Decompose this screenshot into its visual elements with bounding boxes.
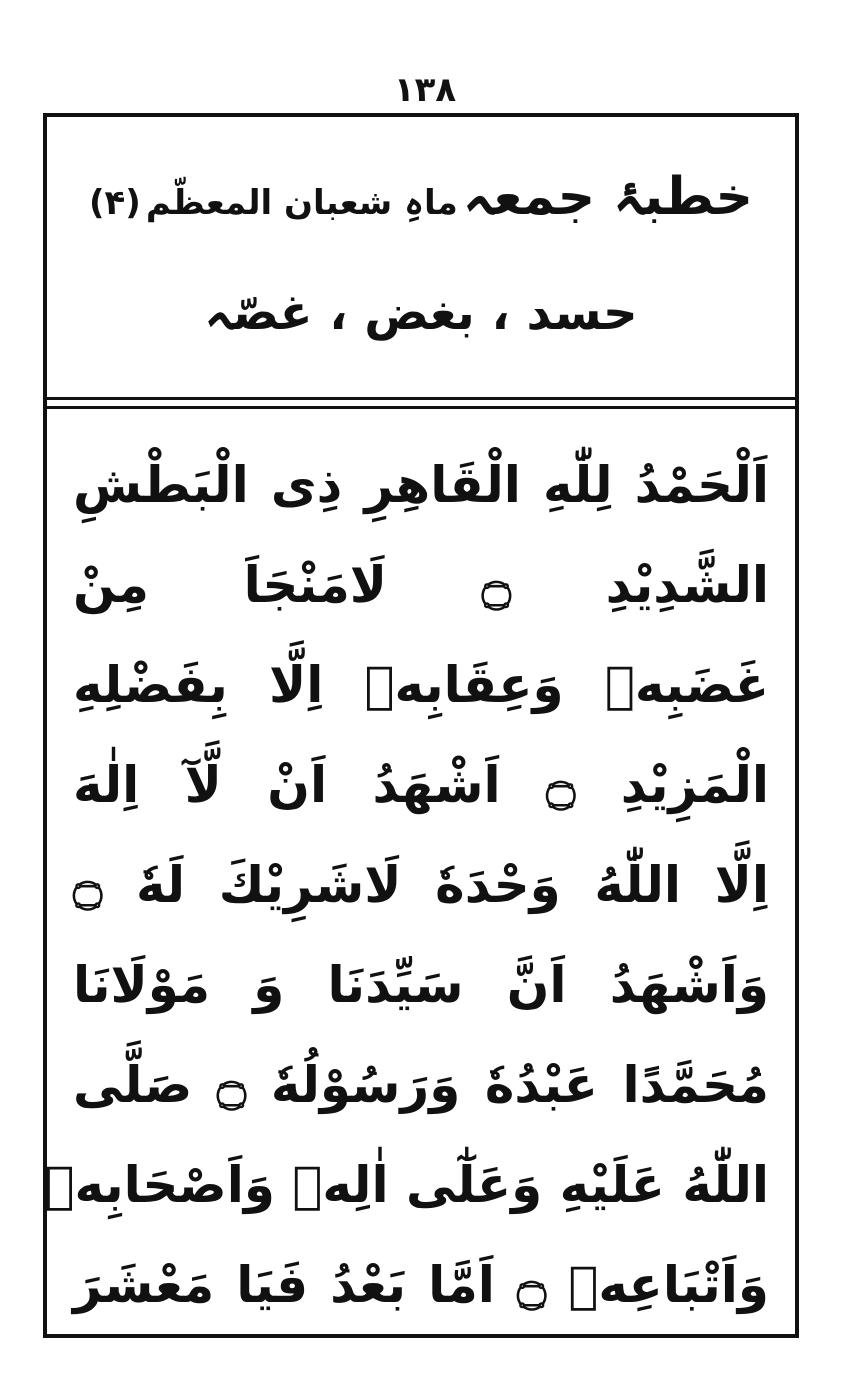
sermon-header: [47, 117, 795, 399]
text-line: اَلْحَمْدُ لِلّٰهِ الْقَاهِرِ ذِى الْبَطْشِ: [73, 456, 769, 514]
header-divider-top: [47, 397, 795, 400]
text-line: وَاَتْبَاعِهٖ ۝ اَمَّا بَعْدُ فَيَا مَعْشَرَ: [73, 1256, 769, 1314]
page-frame: [43, 113, 799, 1338]
text-line: اِلَّا اللّٰهُ وَحْدَهٗ لَاشَرِيْكَ لَهٗ ۝: [73, 856, 769, 914]
sermon-title: [47, 167, 795, 227]
sermon-body: [44, 435, 770, 1335]
sermon-title-month: ماہِ شعبان المعظّم: [145, 183, 458, 223]
sermon-title-number: (۴): [88, 183, 141, 223]
text-line: اللّٰهُ عَلَيْهِ وَعَلٰٓى اٰلِهٖ وَاَصْحَابِهٖ: [44, 1156, 769, 1214]
sermon-subtitle: حسد ، بغض ، غصّہ: [204, 285, 638, 341]
header-divider-bottom: [47, 406, 795, 409]
text-line: الشَّدِيْدِ ۝ لَامَنْجَاَ مِنْ: [73, 556, 769, 614]
text-line: مُحَمَّدًا عَبْدُهٗ وَرَسُوْلُهٗ ۝ صَلَّى: [73, 1056, 770, 1114]
sermon-title-main: خطبۂ جمعہ: [462, 167, 754, 227]
text-line: غَضَبِهٖ وَعِقَابِهٖ اِلَّا بِفَضْلِهِ: [73, 656, 769, 714]
page-number: ١٣٨: [393, 70, 457, 110]
text-line: الْمَزِيْدِ ۝ اَشْهَدُ اَنْ لَّآ اِلٰهَ: [73, 756, 770, 814]
text-line: وَاَشْهَدُ اَنَّ سَيِّدَنَا وَ مَوْلَانَا: [73, 956, 769, 1014]
